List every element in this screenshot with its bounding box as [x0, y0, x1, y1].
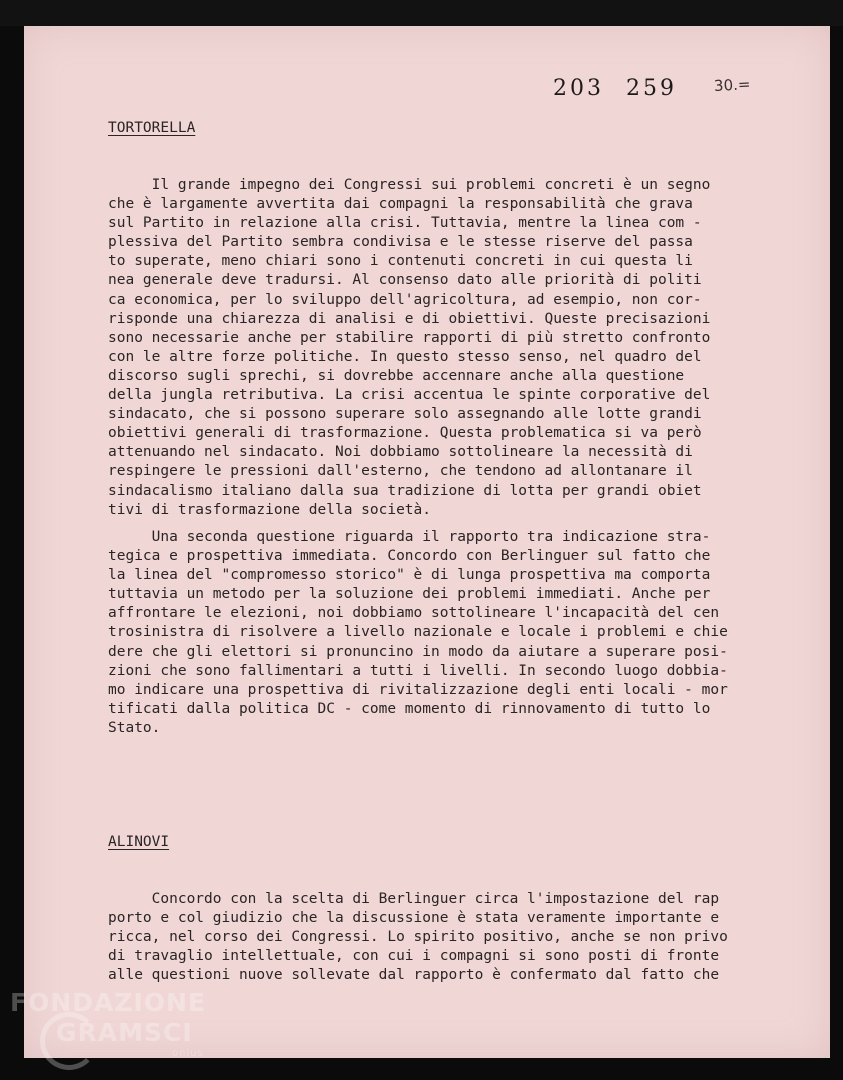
watermark-line2: GRAMSCI [56, 1018, 193, 1047]
text-line: che è largamente avvertita dai compagni la responsabilità che grava [108, 196, 693, 213]
paragraph-tortorella-1 [108, 176, 808, 520]
handwritten-note: 30.= [713, 75, 751, 95]
text-line: nea generale deve tradursi. Al consenso dato alle priorità di politi [108, 272, 702, 289]
text-line: tegica e prospettiva immediata. Concordo con Berlinguer sul fatto che [108, 548, 711, 565]
scan-top-border [0, 0, 843, 26]
page-number [553, 76, 677, 101]
paragraph-tortorella-2 [108, 528, 808, 738]
section-heading-tortorella: TORTORELLA [108, 120, 196, 136]
text-line: dere che gli elettori si pronuncino in modo da aiutare a superare posi- [108, 643, 728, 660]
text-line: la linea del "compromesso storico" è di lunga prospettiva ma comporta [108, 567, 711, 584]
text-line: porto e col giudizio che la discussione è stata veramente importante e [108, 910, 720, 927]
text-line: ca economica, per lo sviluppo dell'agricoltura, ad esempio, non cor- [108, 291, 702, 308]
text-line: plessiva del Partito sembra condivisa e le stesse riserve del passa [108, 234, 693, 251]
text-line: tuttavia un metodo per la soluzione dei problemi immediati. Anche per [108, 586, 711, 603]
text-line: risponde una chiarezza di analisi e di obiettivi. Queste precisazioni [108, 310, 711, 327]
text-line: sindacalismo italiano dalla sua tradizione di lotta per grandi obiet [108, 482, 702, 499]
page-number-left: 203 [553, 76, 604, 101]
text-line: Il grande impegno dei Congressi sui problemi concreti è un segno [108, 177, 711, 193]
text-line: affrontare le elezioni, noi dobbiamo sottolineare l'incapacità del cen [108, 605, 720, 622]
watermark-line1: FONDAZIONE [10, 988, 207, 1017]
text-line: della jungla retributiva. La crisi accentua le spinte corporative del [108, 387, 711, 404]
text-line: sono necessarie anche per stabilire rapporti di più stretto confronto [108, 329, 711, 346]
text-line: obiettivi generali di trasformazione. Questa problematica si va però [108, 425, 702, 442]
text-line: alle questioni nuove sollevate dal rapporto è confermato dal fatto che [108, 967, 720, 984]
section-heading-alinovi: ALINOVI [108, 834, 170, 850]
watermark-line3: onlus [172, 1048, 204, 1059]
paragraph-alinovi-1 [108, 890, 808, 985]
text-line: discorso sugli sprechi, si dovrebbe accennare anche alla questione [108, 367, 685, 384]
text-line: tificati dalla politica DC - come momento di rinnovamento di tutto lo [108, 700, 711, 717]
fondazione-gramsci-watermark [10, 988, 210, 1068]
text-line: Una seconda questione riguarda il rapporto tra indicazione stra- [108, 529, 711, 545]
text-line: di travaglio intellettuale, con cui i compagni si sono posti di fronte [108, 948, 720, 965]
text-line: tivi di trasformazione della società. [108, 501, 432, 518]
text-line: sindacato, che si possono superare solo assegnando alle lotte grandi [108, 406, 702, 423]
text-line: respingere le pressioni dall'esterno, che tendono ad allontanare il [108, 463, 693, 480]
text-line: trosinistra di risolvere a livello nazionale e locale i problemi e chie [108, 624, 728, 641]
text-line: Concordo con la scelta di Berlinguer circa l'impostazione del rap [108, 891, 720, 907]
text-line: attenuando nel sindacato. Noi dobbiamo sottolineare la necessità di [108, 444, 693, 461]
text-line: mo indicare una prospettiva di rivitalizzazione degli enti locali - mor [108, 681, 728, 698]
text-line: to superate, meno chiari sono i contenuti concreti in cui questa li [108, 253, 693, 270]
text-line: con le altre forze politiche. In questo stesso senso, nel quadro del [108, 348, 702, 365]
page-number-right: 259 [626, 76, 677, 101]
text-line: ricca, nel corso dei Congressi. Lo spirito positivo, anche se non privo [108, 929, 728, 946]
text-line: Stato. [108, 719, 161, 736]
text-line: sul Partito in relazione alla crisi. Tuttavia, mentre la linea com - [108, 215, 702, 232]
text-line: zioni che sono fallimentari a tutti i livelli. In secondo luogo dobbia- [108, 662, 728, 679]
